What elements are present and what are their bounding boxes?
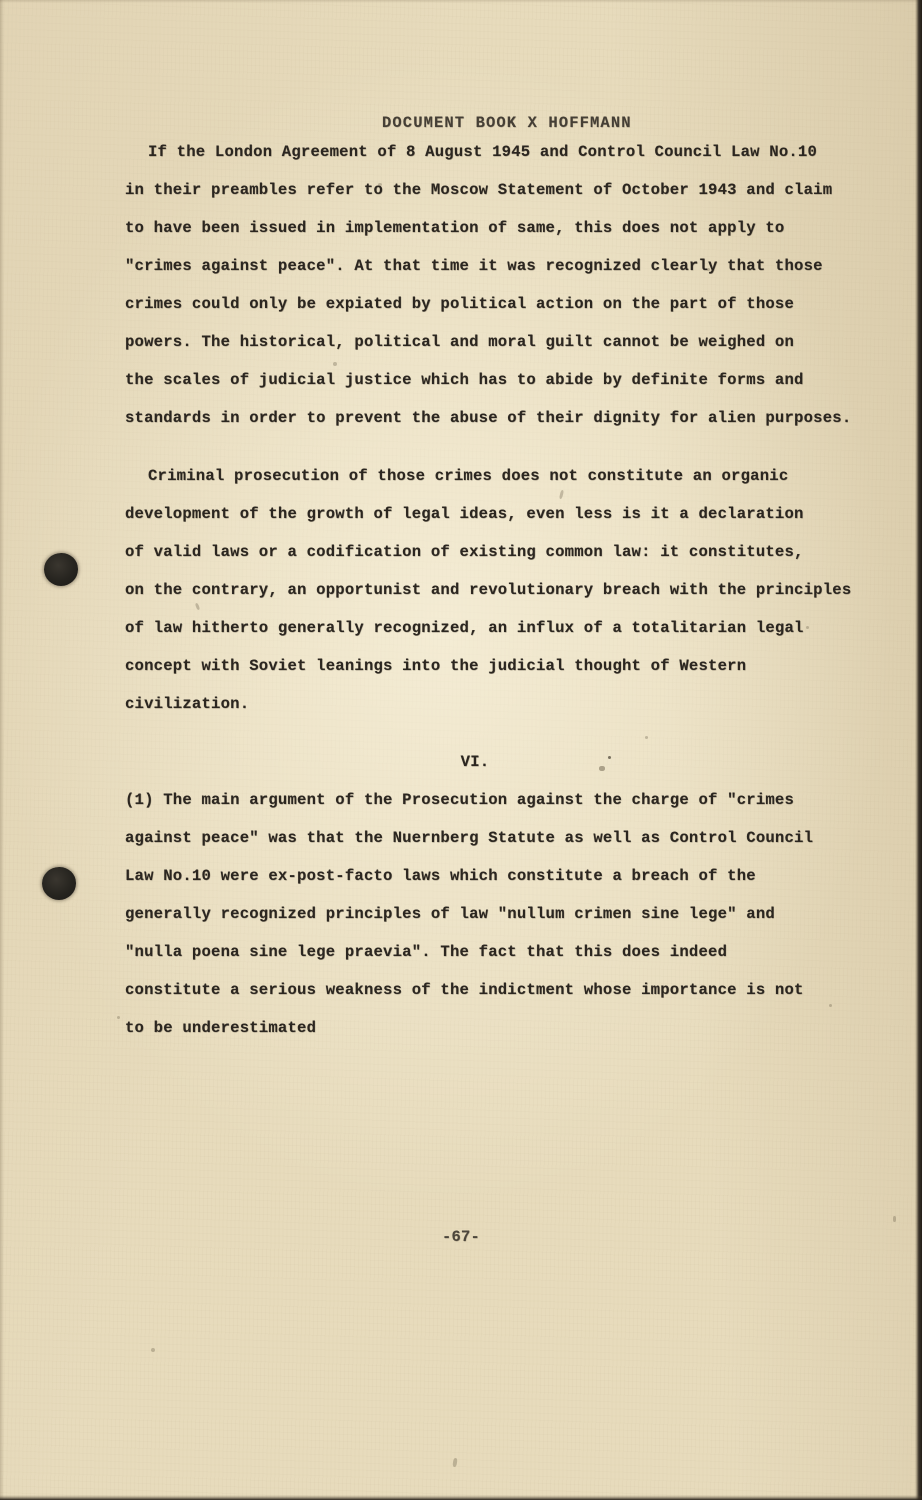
text-line: constitute a serious weakness of the indictment whose importance is not <box>125 981 804 999</box>
paragraph-gap <box>125 723 885 743</box>
text-line: concept with Soviet leanings into the judicial thought of Western <box>125 657 747 675</box>
text-line: standards in order to prevent the abuse of their dignity for alien purposes. <box>125 409 852 427</box>
text-line: against peace" was that the Nuernberg Statute as well as Control Council <box>125 829 814 847</box>
paragraph <box>125 133 885 437</box>
section-heading: VI. <box>125 743 885 781</box>
paper-speck <box>806 626 809 629</box>
paragraph-gap <box>125 437 885 457</box>
text-line: generally recognized principles of law "nullum crimen sine lege" and <box>125 905 775 923</box>
text-line: civilization. <box>125 695 250 713</box>
text-line: development of the growth of legal ideas, even less is it a declaration <box>125 505 804 523</box>
page-edge-top <box>0 0 922 3</box>
paper-speck <box>893 1216 896 1222</box>
text-line: the scales of judicial justice which has to abide by definite forms and <box>125 371 804 389</box>
punch-hole-upper <box>44 553 78 586</box>
text-line: to have been issued in implementation of same, this does not apply to <box>125 219 785 237</box>
text-line: to be underestimated <box>125 1019 317 1037</box>
paper-speck <box>829 1004 832 1007</box>
text-line: If the London Agreement of 8 August 1945 and Control Council Law No.10 <box>148 143 818 161</box>
paper-speck <box>599 766 605 771</box>
paper-speck <box>608 756 611 759</box>
text-line: (1) The main argument of the Prosecution against the charge of "crimes <box>125 791 795 809</box>
text-line: "nulla poena sine lege praevia". The fact that this does indeed <box>125 943 728 961</box>
text-line: on the contrary, an opportunist and revolutionary breach with the principles <box>125 581 852 599</box>
punch-hole-lower <box>42 867 76 900</box>
document-header-text: DOCUMENT BOOK X HOFFMANN <box>381 114 632 132</box>
paragraph <box>125 781 885 1047</box>
page-edge-left <box>0 0 4 1500</box>
paragraph <box>125 457 885 723</box>
text-line: powers. The historical, political and moral guilt cannot be weighed on <box>125 333 795 351</box>
paper-speck <box>333 362 337 366</box>
paper-speck <box>378 183 382 186</box>
paper-speck <box>117 1016 120 1019</box>
paper-speck <box>707 268 710 271</box>
text-line: Law No.10 were ex-post-facto laws which constitute a breach of the <box>125 867 756 885</box>
page-edge-bottom <box>0 1495 922 1500</box>
text-line: Criminal prosecution of those crimes does not constitute an organic <box>148 467 789 485</box>
paper-speck <box>452 1458 457 1468</box>
document-body <box>125 133 885 1047</box>
text-line: of law hitherto generally recognized, an influx of a totalitarian legal <box>125 619 804 637</box>
paper-speck <box>151 1348 155 1352</box>
text-line: in their preambles refer to the Moscow Statement of October 1943 and claim <box>125 181 833 199</box>
page-edge-right <box>915 0 922 1500</box>
text-line: crimes could only be expiated by political action on the part of those <box>125 295 795 313</box>
paper-speck <box>645 736 648 739</box>
page-number: -67- <box>441 1228 480 1246</box>
text-line: "crimes against peace". At that time it was recognized clearly that those <box>125 257 823 275</box>
text-line: of valid laws or a codification of existing common law: it constitutes, <box>125 543 804 561</box>
